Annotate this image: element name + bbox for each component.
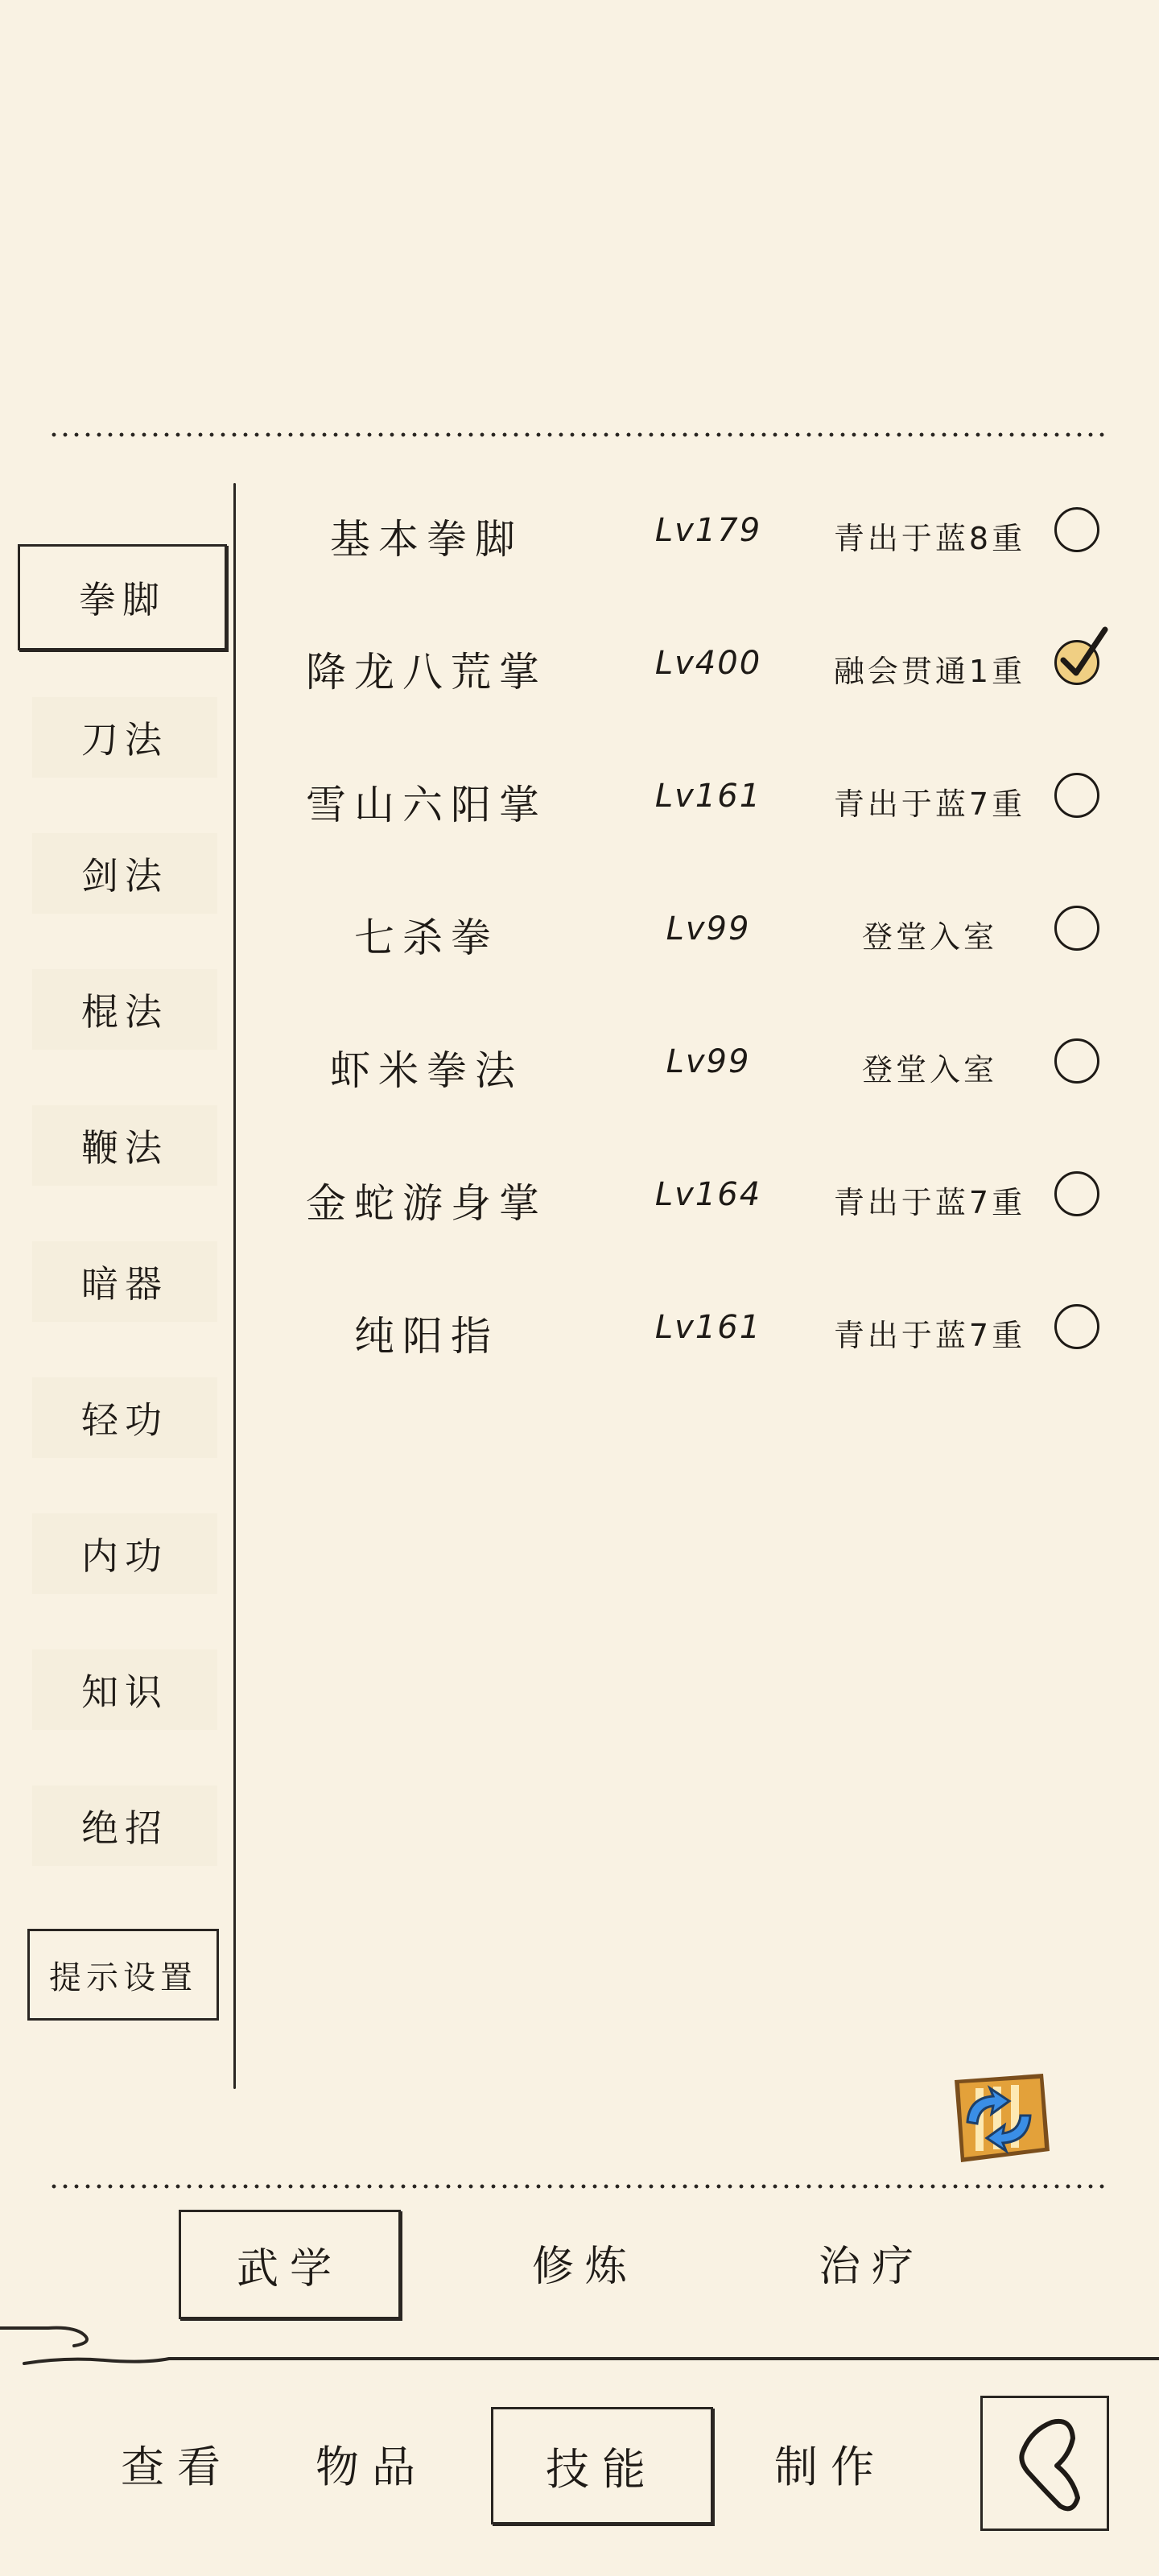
- sidebar-item-label: 鞭法: [81, 1126, 168, 1170]
- hint-settings-button[interactable]: [27, 1929, 219, 2021]
- sidebar-item-neigong[interactable]: [32, 1513, 217, 1594]
- skill-select-radio[interactable]: [1054, 640, 1099, 685]
- skill-stage: 青出于蓝7重: [833, 786, 1026, 822]
- sidebar-item-label: 拳脚: [79, 578, 166, 621]
- sidebar-item-qinggong[interactable]: [32, 1377, 217, 1458]
- sidebar-item-label: 绝招: [81, 1806, 168, 1850]
- sidebar-item-label: 暗器: [81, 1262, 168, 1306]
- hint-settings-label: 提示设置: [49, 1959, 197, 1996]
- skill-row[interactable]: [241, 755, 1127, 836]
- sidebar-item-label: 棍法: [81, 990, 168, 1034]
- skill-stage: 登堂入室: [861, 1052, 997, 1088]
- nav-jineng[interactable]: [491, 2407, 713, 2524]
- nav-label: 物品: [316, 2441, 428, 2492]
- nav-wupin[interactable]: [275, 2407, 468, 2520]
- skill-level: Lv161: [654, 1309, 762, 1346]
- bottom-dotted-divider: [48, 2184, 1111, 2189]
- back-button[interactable]: [980, 2396, 1109, 2531]
- skill-row[interactable]: [241, 1154, 1127, 1234]
- sidebar-item-label: 剑法: [81, 854, 168, 898]
- skill-name: 纯阳指: [354, 1313, 499, 1360]
- nav-label: 查看: [121, 2441, 233, 2492]
- tab-xiulian[interactable]: [476, 2210, 694, 2314]
- skill-name: 基本拳脚: [330, 516, 523, 563]
- sidebar-item-label: 知识: [81, 1670, 168, 1714]
- nav-zhizuo[interactable]: [734, 2407, 927, 2520]
- tab-zhiliao[interactable]: [763, 2210, 980, 2314]
- skill-stage: 登堂入室: [861, 919, 997, 955]
- sidebar-item-anqi[interactable]: [32, 1241, 217, 1322]
- tab-label: 武学: [236, 2244, 343, 2293]
- sidebar-item-label: 轻功: [81, 1398, 168, 1442]
- back-chevron-icon: [983, 2398, 1107, 2529]
- top-dotted-divider: [48, 432, 1111, 437]
- sidebar-item-bianfa[interactable]: [32, 1105, 217, 1186]
- sidebar-item-juezhao[interactable]: [32, 1785, 217, 1866]
- skill-stage: 青出于蓝8重: [833, 521, 1026, 556]
- skill-row[interactable]: [241, 888, 1127, 968]
- sidebar-item-gunfa[interactable]: [32, 969, 217, 1050]
- skill-name: 雪山六阳掌: [306, 782, 547, 828]
- tab-label: 治疗: [818, 2242, 925, 2291]
- skill-name: 七杀拳: [354, 914, 499, 961]
- checkmark-icon: [1058, 625, 1108, 681]
- skill-stage: 青出于蓝7重: [833, 1318, 1026, 1353]
- skill-name: 虾米拳法: [330, 1047, 523, 1094]
- skill-select-radio[interactable]: [1054, 1304, 1099, 1349]
- skill-stage: 青出于蓝7重: [833, 1185, 1026, 1220]
- sidebar-divider: [233, 483, 236, 2089]
- skill-stage: 融会贯通1重: [833, 654, 1026, 689]
- skill-name: 降龙八荒掌: [306, 649, 547, 696]
- skill-row[interactable]: [241, 622, 1127, 703]
- nav-label: 技能: [546, 2443, 658, 2495]
- skill-select-radio[interactable]: [1054, 507, 1099, 552]
- brush-divider: [0, 2318, 1159, 2367]
- sidebar-item-daofa[interactable]: [32, 697, 217, 778]
- sidebar-item-quanjiao[interactable]: [18, 544, 227, 650]
- skill-name: 金蛇游身掌: [306, 1180, 547, 1227]
- skill-row[interactable]: [241, 489, 1127, 570]
- sidebar-item-jianfa[interactable]: [32, 833, 217, 914]
- book-swap-icon[interactable]: [943, 2070, 1054, 2167]
- nav-chakan[interactable]: [80, 2407, 274, 2520]
- sidebar-item-label: 内功: [81, 1534, 168, 1578]
- skill-row[interactable]: [241, 1021, 1127, 1101]
- sidebar-item-label: 刀法: [81, 718, 168, 762]
- skill-select-radio[interactable]: [1054, 1038, 1099, 1084]
- skill-select-radio[interactable]: [1054, 1171, 1099, 1216]
- skill-select-radio[interactable]: [1054, 773, 1099, 818]
- skill-level: Lv179: [654, 512, 762, 549]
- skill-row[interactable]: [241, 1286, 1127, 1367]
- skill-level: Lv161: [654, 778, 762, 815]
- nav-label: 制作: [774, 2441, 887, 2492]
- skill-select-radio[interactable]: [1054, 906, 1099, 951]
- skill-level: Lv400: [654, 645, 762, 682]
- skill-level: Lv99: [666, 1043, 751, 1080]
- sidebar-item-zhishi[interactable]: [32, 1649, 217, 1730]
- skill-level: Lv99: [666, 910, 751, 947]
- tab-wuxue[interactable]: [179, 2210, 401, 2319]
- skill-level: Lv164: [654, 1176, 762, 1213]
- tab-label: 修炼: [531, 2242, 638, 2291]
